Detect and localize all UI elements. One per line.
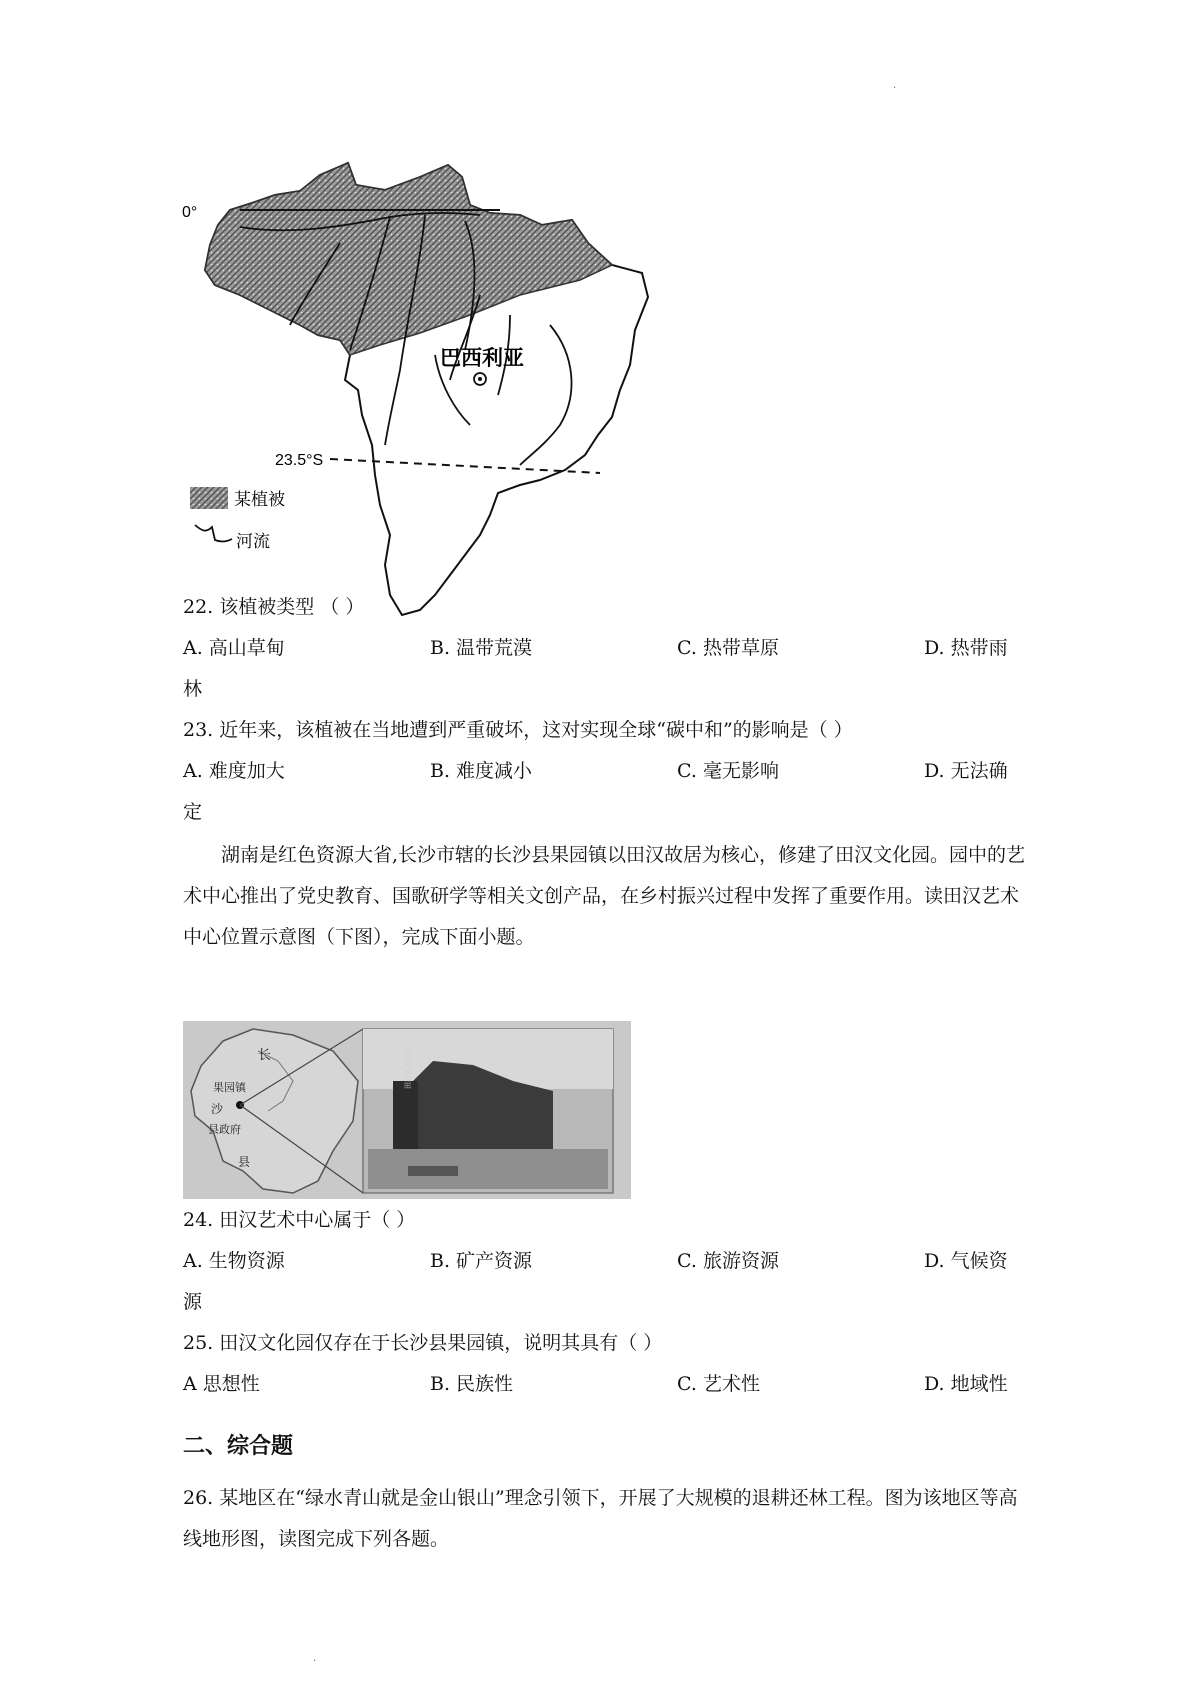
q25-option-b[interactable]: B. 民族性 (430, 1373, 514, 1395)
scan-speck: · (893, 83, 897, 94)
q23-option-d-wrap: 定 (183, 801, 203, 823)
q23-option-c[interactable]: C. 毫无影响 (677, 760, 779, 782)
q25-option-c[interactable]: C. 艺术性 (677, 1373, 760, 1395)
q22-option-b[interactable]: B. 温带荒漠 (430, 637, 533, 659)
section-heading: 二、综合题 (183, 1434, 294, 1459)
equator-label: 0° (182, 204, 198, 221)
legend-vegetation-swatch (190, 487, 228, 509)
q22-option-c[interactable]: C. 热带草原 (677, 637, 779, 659)
q22-option-d-wrap: 林 (183, 678, 203, 700)
tianhan-location-svg (183, 1021, 631, 1199)
q22-option-d[interactable]: D. 热带雨 (924, 637, 1008, 659)
label-gov: 县政府 (208, 1123, 241, 1136)
capital-label: 巴西利亚 (440, 346, 524, 370)
q24-option-d-wrap: 源 (183, 1291, 203, 1313)
q24-option-c[interactable]: C. 旅游资源 (677, 1250, 779, 1272)
brazil-vegetation-map (180, 155, 700, 630)
legend-vegetation-label: 某植被 (234, 490, 285, 510)
question-24-stem: 24. 田汉艺术中心属于（ ） (183, 1209, 416, 1231)
scan-speck-bottom: · (313, 1656, 317, 1667)
q25-option-d[interactable]: D. 地域性 (924, 1373, 1008, 1395)
legend-river-symbol (195, 525, 232, 542)
question-25-stem: 25. 田汉文化园仅存在于长沙县果园镇，说明其具有（ ） (183, 1332, 663, 1354)
label-xian: 县 (238, 1155, 251, 1169)
q22-option-a[interactable]: A. 高山草甸 (183, 637, 285, 659)
question-26-text: 26. 某地区在“绿水青山就是金山银山”理念引领下，开展了大规模的退耕还林工程。图为该地区等高线地形图，读图完成下列各题。 (183, 1487, 1018, 1550)
label-town: 果园镇 (213, 1081, 246, 1094)
q23-option-a[interactable]: A. 难度加大 (183, 760, 285, 782)
label-chang: 长 (258, 1048, 272, 1063)
q25-option-a[interactable]: A 思想性 (183, 1373, 260, 1395)
q23-option-b[interactable]: B. 难度减小 (430, 760, 533, 782)
tropic-label: 23.5°S (275, 452, 324, 469)
building-sign: 田汉艺术中心 (404, 1047, 412, 1089)
tianhan-location-figure (183, 1021, 631, 1199)
q23-option-d[interactable]: D. 无法确 (924, 760, 1008, 782)
legend-river-label: 河流 (236, 532, 270, 552)
question-23-stem: 23. 近年来，该植被在当地遭到严重破坏，这对实现全球“碳中和”的影响是（ ） (183, 719, 853, 741)
reading-passage: 湖南是红色资源大省,长沙市辖的长沙县果园镇以田汉故居为核心，修建了田汉文化园。园中的艺术中心推出了党史教育、国歌研学等相关文创产品，在乡村振兴过程中发挥了重要作用。读田汉艺术中心位置示意图（下图），完成下面小题。 (183, 844, 1026, 948)
label-sha: 沙 (211, 1102, 224, 1116)
question-22-stem: 22. 该植被类型 （ ） (183, 596, 365, 618)
q24-option-d[interactable]: D. 气候资 (924, 1250, 1008, 1272)
q24-option-b[interactable]: B. 矿产资源 (430, 1250, 533, 1272)
q24-option-a[interactable]: A. 生物资源 (183, 1250, 285, 1272)
